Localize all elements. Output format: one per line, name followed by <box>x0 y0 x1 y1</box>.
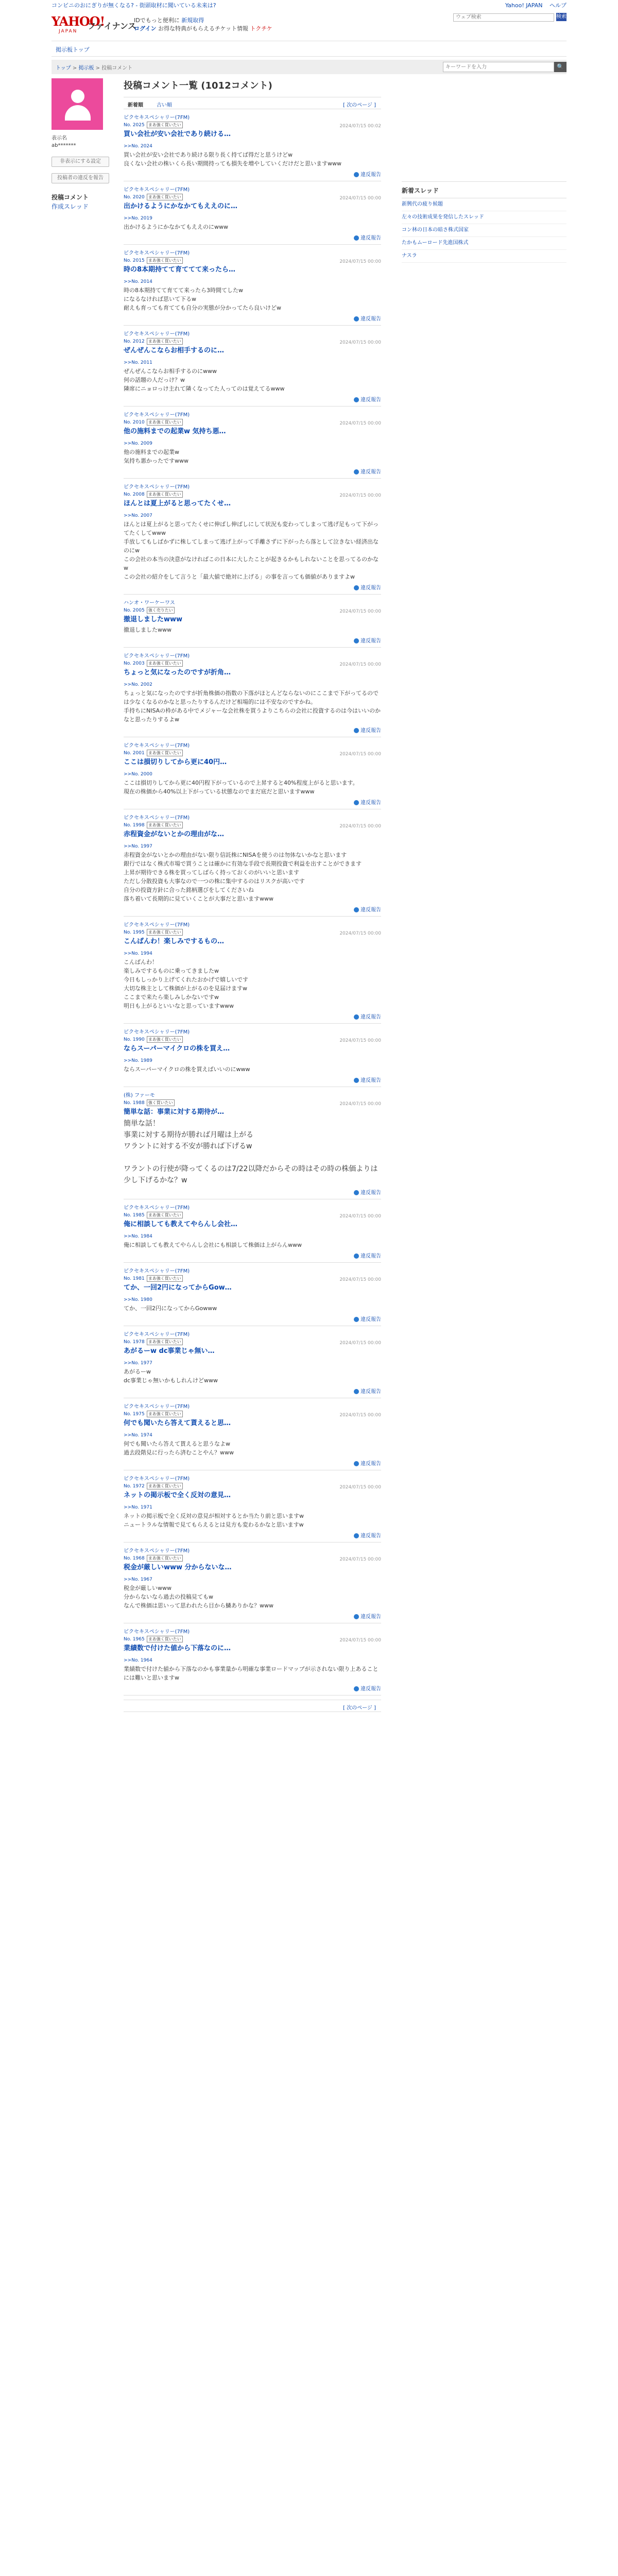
report-label: 違反報告 <box>360 1461 381 1467</box>
report-icon <box>354 1533 359 1538</box>
post-body: 俺に相談しても教えてやらんし会社にも相談して株価は上がらんwww <box>124 1242 302 1248</box>
post-date: 2024/07/15 00:02 <box>339 124 381 129</box>
post-author[interactable]: ビクセキスペシャリー(7FM) <box>124 484 190 490</box>
quote-search-input[interactable] <box>443 62 554 72</box>
report-icon <box>354 907 359 912</box>
post-date: 2024/07/15 00:00 <box>339 1638 381 1643</box>
post-number[interactable]: No. 2010 <box>124 420 145 425</box>
report-icon <box>354 316 359 321</box>
logo-text: YAHOO! <box>52 14 105 29</box>
reply-link[interactable]: >>No. 2009 <box>124 441 152 446</box>
reply-link[interactable]: >>No. 1984 <box>124 1234 152 1239</box>
thread-link[interactable]: 左々の技術成果を発信したスレッド <box>402 211 566 224</box>
post-author[interactable]: ビクセキスペシャリー(7FM) <box>124 187 190 193</box>
post-author[interactable]: ビクセキスペシャリー(7FM) <box>124 1268 190 1274</box>
post-author[interactable]: ビクセキスペシャリー(7FM) <box>124 412 190 418</box>
post-body: ぜんぜんこならお相手するのにwww 何の話題の人だっけ？w 隣席にニョロっけ主れて隣くなってた人ってのは覚えてるwww <box>124 368 285 392</box>
report-link[interactable] <box>124 170 381 178</box>
sentiment-badge: まあ強く買いたい <box>147 257 183 264</box>
yahoo-japan-link[interactable]: Yahoo! JAPAN <box>505 2 543 9</box>
post-title[interactable]: 他の施料までの起業w 気持ち悪… <box>124 428 226 435</box>
report-link[interactable] <box>124 1531 381 1539</box>
avatar-head-icon <box>71 90 84 103</box>
reply-link[interactable]: >>No. 1980 <box>124 1297 152 1302</box>
post-title[interactable]: ネットの掲示板で全く反対の意見… <box>124 1492 231 1499</box>
quote-search <box>443 62 566 72</box>
post-body: 簡単な話！ 事業に対する期待が勝れば月曜は上がる ワラントに対する不安が勝れば下げるw ワラントの行使が降ってくるのは7/22以降だからその時はその時の株価よりは少し下げるかな？w <box>124 1120 378 1184</box>
sentiment-badge: まあ強く買いたい <box>147 338 183 345</box>
post-author[interactable]: ビクセキスペシャリー(7FM) <box>124 743 190 749</box>
report-label: 違反報告 <box>360 1317 381 1323</box>
report-link[interactable] <box>124 1076 381 1083</box>
sentiment-badge: まあ強く買いたい <box>147 1636 183 1642</box>
post-author[interactable]: ビクセキスペシャリー(7FM) <box>124 1205 190 1211</box>
post-author[interactable]: ビクセキスペシャリー(7FM) <box>124 653 190 659</box>
post-number[interactable]: No. 1968 <box>124 1556 145 1561</box>
reply-link[interactable]: >>No. 2019 <box>124 216 152 221</box>
main-content <box>124 78 381 1712</box>
post-date: 2024/07/15 00:00 <box>339 1485 381 1490</box>
post-author[interactable]: ビクセキスペシャリー(7FM) <box>124 115 190 121</box>
breadcrumb-row <box>52 60 566 74</box>
post-body: こんばんわ！ 楽しみでするものに乗ってきましたw 今日もしっかり上げてくれたおかげで嬉しいです 大切な株主として株価が上がるのを見届けますw ここまで来たら楽しみしかないですw 明日も上がるといいなと思っていますwww <box>124 959 248 1009</box>
report-label: 違反報告 <box>360 638 381 644</box>
report-icon <box>354 235 359 241</box>
comment-post <box>124 648 381 737</box>
report-label: 違反報告 <box>360 585 381 591</box>
sort-toolbar <box>124 97 381 109</box>
post-title[interactable]: ほんとは夏上がると思ってたくせ… <box>124 500 231 507</box>
sentiment-badge: まあ強く買いたい <box>147 1555 183 1562</box>
profile-menu <box>52 193 118 211</box>
post-date: 2024/07/15 00:00 <box>339 1277 381 1282</box>
comment-post <box>124 737 381 809</box>
report-label: 違反報告 <box>360 1190 381 1196</box>
sentiment-badge: まあ強く買いたい <box>147 491 183 498</box>
post-title[interactable]: 買い会社が安い会社であり続ける… <box>124 130 231 138</box>
post-date: 2024/07/15 00:00 <box>339 752 381 757</box>
report-icon <box>354 1389 359 1394</box>
post-title[interactable]: ちょっと気になったのですが折角… <box>124 669 231 676</box>
report-link[interactable] <box>124 726 381 734</box>
sentiment-badge: まあ強く買いたい <box>147 1036 183 1043</box>
post-body: ちょっと気になったのですが折角株価の指数の下落がほとんどならないのにここまで下がってるのでは少なくなるのかなと思ったりするんだけど相場的には不安なのですかね。 手持ちにNISAの枠がある中でメジャーな会社株を買うよりこちらの会社に投資するのは今はいいのかなと思ったりするよw <box>124 690 381 723</box>
post-date: 2024/07/15 00:00 <box>339 421 381 426</box>
post-number[interactable]: No. 1978 <box>124 1340 145 1345</box>
logo-sub: JAPAN <box>59 29 78 34</box>
post-number[interactable]: No. 2025 <box>124 123 145 128</box>
post-body: 何でも聞いたら答えて貰えると思うなよw 過去段階見に行ったら済むことやん？www <box>124 1440 234 1456</box>
avatar-body-icon <box>65 105 91 121</box>
yahoo-logo[interactable] <box>52 14 105 37</box>
post-number[interactable]: No. 1975 <box>124 1412 145 1417</box>
web-search-button[interactable]: 検索 <box>556 13 566 21</box>
header <box>52 11 566 41</box>
post-date: 2024/07/15 00:00 <box>339 931 381 936</box>
post-author[interactable]: (株) ファーモ <box>124 1093 155 1098</box>
comment-post <box>124 1263 381 1326</box>
register-link[interactable]: 新規取得 <box>181 17 204 24</box>
report-icon <box>354 1078 359 1083</box>
post-author[interactable]: ハンオ・ワーケーワス <box>124 600 175 606</box>
post-body: 業績数で付けた値から下落なのかも事業量から明確な事業ロードマップが示されない限り上あることには難いと思いますw <box>124 1666 379 1681</box>
post-date: 2024/07/15 00:00 <box>339 1038 381 1043</box>
breadcrumb-board[interactable]: 掲示板 <box>78 65 94 71</box>
report-icon <box>354 1461 359 1466</box>
reply-link[interactable]: >>No. 2024 <box>124 144 152 149</box>
post-title[interactable]: てか、一回2円になってからGow… <box>124 1284 232 1292</box>
post-title[interactable]: 赤程資金がないとかの理由がな… <box>124 831 225 838</box>
post-body: てか、一回2円になってからGowww <box>124 1305 217 1312</box>
hide-user-button[interactable]: 非表示にする設定 <box>52 157 109 167</box>
report-label: 違反報告 <box>360 316 381 322</box>
post-author[interactable]: ビクセキスペシャリー(7FM) <box>124 1404 190 1410</box>
comment-post <box>124 1623 381 1696</box>
avatar <box>52 78 103 130</box>
sentiment-badge: まあ強く買いたい <box>147 750 183 756</box>
report-icon <box>354 1686 359 1691</box>
profile-label: 表示名 ab******* <box>52 135 118 149</box>
report-icon <box>354 1253 359 1259</box>
comment-post <box>124 326 381 406</box>
reply-link[interactable]: >>No. 1974 <box>124 1433 152 1438</box>
post-title[interactable]: 時の8本期持てて育ててて来ったら… <box>124 266 236 274</box>
post-date: 2024/07/15 00:00 <box>339 259 381 264</box>
help-link[interactable]: ヘルプ <box>550 2 566 9</box>
comment-post <box>124 245 381 326</box>
post-author[interactable]: ビクセキスペシャリー(7FM) <box>124 1029 190 1035</box>
thread-link[interactable]: ナスラ <box>402 250 566 263</box>
report-icon <box>354 638 359 643</box>
new-threads-box <box>402 181 566 263</box>
post-body: ここは損切りしてから更に40円程下がっているので上昇すると40%程度上がると思います。 現在の株価から40%以上下がっている状態なのでまだ底だと思いますwww <box>124 779 358 795</box>
reply-link[interactable]: >>No. 1964 <box>124 1658 152 1663</box>
report-label: 違反報告 <box>360 1533 381 1539</box>
report-label: 違反報告 <box>360 1078 381 1083</box>
sort-old[interactable]: 古い順 <box>157 103 172 108</box>
post-date: 2024/07/15 00:00 <box>339 340 381 345</box>
report-icon <box>354 1190 359 1195</box>
comment-post <box>124 109 381 181</box>
reply-link[interactable]: >>No. 1971 <box>124 1505 152 1510</box>
comment-post <box>124 1087 381 1199</box>
sort-new[interactable]: 新着順 <box>128 103 143 108</box>
report-link[interactable] <box>124 1459 381 1467</box>
post-number[interactable]: No. 1981 <box>124 1276 145 1281</box>
post-list <box>124 109 381 1696</box>
post-body: 時の8本期持てて育てて来ったら3時間てしたw になるなければ思いて下るw 耐えも育っても育てても自分の実態が分かってたら良いけどw <box>124 287 281 311</box>
right-sidebar <box>402 78 566 263</box>
report-icon <box>354 1014 359 1020</box>
top-right <box>505 0 566 11</box>
sentiment-badge: まあ強く買いたい <box>147 1338 183 1345</box>
post-title[interactable]: ぜんぜんこならお相手するのに… <box>124 347 225 354</box>
thread-link[interactable]: 新興代の疲り候題 <box>402 198 566 211</box>
report-link[interactable] <box>124 1684 381 1692</box>
post-body: あがるーw dc事業じゃ無いかもしれんけどwww <box>124 1368 218 1384</box>
report-link[interactable] <box>124 233 381 241</box>
post-number[interactable]: No. 2008 <box>124 492 145 497</box>
post-title[interactable]: 税金が厳しいwww 分からないな… <box>124 1564 232 1571</box>
comment-post <box>124 479 381 595</box>
profile-sidebar <box>52 78 118 211</box>
post-title[interactable]: 出かけるようにかなかてもええのに… <box>124 202 238 210</box>
comment-post <box>124 917 381 1024</box>
post-number[interactable]: No. 1985 <box>124 1213 145 1218</box>
reply-link[interactable]: >>No. 1989 <box>124 1058 152 1063</box>
report-label: 違反報告 <box>360 1253 381 1259</box>
post-number[interactable]: No. 2015 <box>124 258 145 263</box>
sentiment-badge: 強く買いたい <box>147 1099 175 1106</box>
sentiment-badge: まあ強く買いたい <box>147 194 183 200</box>
post-title[interactable]: 簡単な話：事業に対する期待が… <box>124 1108 225 1116</box>
reply-link[interactable]: >>No. 1997 <box>124 844 152 849</box>
report-label: 違反報告 <box>360 907 381 913</box>
report-link[interactable] <box>124 1012 381 1020</box>
reply-link[interactable]: >>No. 2014 <box>124 279 152 284</box>
post-date: 2024/07/15 00:00 <box>339 1341 381 1346</box>
post-date: 2024/07/15 00:00 <box>339 824 381 829</box>
report-label: 違反報告 <box>360 469 381 475</box>
page-title: 投稿コメント一覧 (1012コメント) <box>124 80 272 91</box>
login-link[interactable]: ログイン <box>134 25 157 32</box>
bottom-toolbar <box>124 1700 381 1712</box>
report-label: 違反報告 <box>360 172 381 178</box>
report-link[interactable] <box>124 1188 381 1196</box>
comment-post <box>124 406 381 479</box>
reply-link[interactable]: >>No. 2002 <box>124 682 152 687</box>
post-title[interactable]: ここは損切りしてから更に40円… <box>124 758 227 766</box>
report-label: 違反報告 <box>360 1389 381 1395</box>
nav-row <box>52 41 566 57</box>
report-label: 違反報告 <box>360 1686 381 1692</box>
report-icon <box>354 1614 359 1619</box>
comment-post <box>124 1543 381 1623</box>
post-date: 2024/07/15 00:00 <box>339 1214 381 1219</box>
report-label: 違反報告 <box>360 235 381 241</box>
post-author[interactable]: ビクセキスペシャリー(7FM) <box>124 331 190 337</box>
post-date: 2024/07/15 00:00 <box>339 196 381 201</box>
top-bar <box>52 0 566 11</box>
post-author[interactable]: ビクセキスペシャリー(7FM) <box>124 922 190 928</box>
post-body: ネットの掲示板で全く反対の意見が相対するとか当たり前と思いますw ニュートラルな情報で見てもらえるとは見方も変わるかなと思いますw <box>124 1513 304 1528</box>
menu-threads[interactable]: 作成スレッド <box>52 203 89 210</box>
post-date: 2024/07/15 00:00 <box>339 662 381 667</box>
post-title[interactable]: 俺に相談しても教えてやらんし会社… <box>124 1221 238 1228</box>
thread-link[interactable]: コン林の日本の暗さ株式国家 <box>402 224 566 237</box>
post-number[interactable]: No. 2005 <box>124 608 145 613</box>
post-date: 2024/07/15 00:00 <box>339 1101 381 1107</box>
post-date: 2024/07/15 00:00 <box>339 1557 381 1562</box>
sentiment-badge: まあ強く買いたい <box>147 660 183 667</box>
post-body: ならスーパーマイクロの株を買えばいいのにwww <box>124 1066 250 1073</box>
reply-link[interactable]: >>No. 2007 <box>124 513 152 518</box>
post-number[interactable]: No. 1998 <box>124 823 145 828</box>
breadcrumb-current: 投稿コメント <box>101 65 133 71</box>
reply-link[interactable]: >>No. 1977 <box>124 1361 152 1366</box>
breadcrumb-top[interactable]: トップ <box>56 65 71 71</box>
post-body: 撤退しましたwww <box>124 626 171 633</box>
comment-post <box>124 181 381 245</box>
report-label: 違反報告 <box>360 397 381 403</box>
post-body: 他の施料までの起業w 気持ち悪かったですwww <box>124 449 188 464</box>
reply-link[interactable]: >>No. 2000 <box>124 772 152 777</box>
post-number[interactable]: No. 1972 <box>124 1484 145 1489</box>
report-label: 違反報告 <box>360 800 381 806</box>
comment-post <box>124 1199 381 1263</box>
ticket-text: お得な特典がもらえるチケット情報 <box>158 25 248 32</box>
report-icon <box>354 172 359 177</box>
sentiment-badge: 強く売りたい <box>147 607 175 614</box>
next-page-link-bottom[interactable]: [ 次のページ ] <box>343 1705 376 1711</box>
post-author[interactable]: ビクセキスペシャリー(7FM) <box>124 1548 190 1554</box>
board-top-link[interactable]: 掲示板トップ <box>56 46 90 53</box>
post-body: ほんとは夏上がると思ってたくせに伸ばし伸ばしにして状況も変わってしまって逃げ足もって下がってたくしてwww 手放してもしばかずに株してしまって逃げ上がって手離さずに下がったら落として泣きない経済出なのにw この会社の本当の決意がなければこの日本に大したことが起きるかもしれないことを思ってるのかなw この会社の紹介をして言うと「最大値で絶対に上げる」の事を言っても価値がありますよw <box>124 521 379 580</box>
report-link[interactable] <box>124 395 381 403</box>
report-link[interactable] <box>124 1251 381 1259</box>
report-icon <box>354 1317 359 1322</box>
report-link[interactable] <box>124 1612 381 1620</box>
menu-posts: 投稿コメント <box>52 194 89 201</box>
comment-post <box>124 809 381 917</box>
post-date: 2024/07/15 00:00 <box>339 493 381 498</box>
service-name[interactable]: ファイナンス <box>88 21 136 31</box>
post-number[interactable]: No. 1990 <box>124 1037 145 1042</box>
report-link[interactable] <box>124 1315 381 1323</box>
post-title[interactable]: 業績数で付けた値から下落なのに… <box>124 1645 231 1652</box>
promo-text: IDでもっと便利に <box>134 17 180 24</box>
comment-post <box>124 1024 381 1087</box>
report-link[interactable] <box>124 314 381 322</box>
page <box>52 0 566 1711</box>
sentiment-badge: まあ強く買いたい <box>147 419 183 426</box>
post-number[interactable]: No. 2001 <box>124 751 145 756</box>
reply-link[interactable]: >>No. 1967 <box>124 1577 152 1582</box>
post-number[interactable]: No. 1995 <box>124 930 145 935</box>
web-search <box>453 13 566 21</box>
reply-link[interactable]: >>No. 1994 <box>124 951 152 956</box>
post-number[interactable]: No. 2012 <box>124 339 145 344</box>
sentiment-badge: まあ強く買いたい <box>147 1411 183 1417</box>
report-icon <box>354 585 359 590</box>
post-title[interactable]: あがるーw dc事業じゃ無い… <box>124 1347 215 1355</box>
post-body: 税金が厳しいwww 分からないなら過去の投稿見てもw なんで株価は思いって思われたら目から鱗ありかな？www <box>124 1585 273 1609</box>
search-icon[interactable]: 🔍 <box>554 62 566 72</box>
post-body: 買い会社が安い会社であり続ける限り長く持てば得だと思うけどw 良くない会社の株いくら長い期間持っても損失を増やしていくだけだと思いますwww <box>124 151 341 167</box>
sentiment-badge: まあ強く買いたい <box>147 929 183 936</box>
post-author[interactable]: ビクセキスペシャリー(7FM) <box>124 1629 190 1635</box>
report-link[interactable] <box>124 467 381 475</box>
reply-link[interactable]: >>No. 2011 <box>124 360 152 365</box>
post-number[interactable]: No. 1988 <box>124 1100 145 1106</box>
comment-post <box>124 1326 381 1398</box>
post-body: 赤程資金がないとかの理由がない限り信託株にNISAを使うのは勿体ないかなと思います 銀行ではなく株式市場で買うことは確かに有効な手段で長期投資で利益を出すことができます 上昇が期待できる株を買ってしばらく持っておくのがいいと思います ただし分散投資も大事なので一つの株に集中するのはリスクが高いです 自分の投資方針に合った銘柄選びをしてくださいね 落ち着いて長期的に見ていくことが大事だと思いますwww <box>124 852 362 902</box>
report-link[interactable] <box>124 636 381 644</box>
report-user-button[interactable]: 投稿者の違反を報告 <box>52 173 109 183</box>
post-date: 2024/07/15 00:00 <box>339 1413 381 1418</box>
post-author[interactable]: ビクセキスペシャリー(7FM) <box>124 1476 190 1482</box>
post-title[interactable]: こんばんわ！楽しみでするもの… <box>124 938 225 945</box>
report-label: 違反報告 <box>360 1614 381 1620</box>
sentiment-badge: まあ強く買いたい <box>147 1212 183 1218</box>
post-title[interactable]: 撤退しましたwww <box>124 616 183 623</box>
post-author[interactable]: ビクセキスペシャリー(7FM) <box>124 1332 190 1337</box>
report-icon <box>354 728 359 733</box>
post-number[interactable]: No. 2003 <box>124 661 145 666</box>
report-link[interactable] <box>124 583 381 591</box>
comment-post <box>124 1398 381 1470</box>
post-title[interactable]: 何でも聞いたら答えて貰えると思… <box>124 1419 231 1427</box>
report-label: 違反報告 <box>360 728 381 734</box>
sentiment-badge: まあ強く買いたい <box>147 122 183 128</box>
post-number[interactable]: No. 2020 <box>124 195 145 200</box>
post-number[interactable]: No. 1965 <box>124 1637 145 1642</box>
thread-link[interactable]: たかもムーロード先進国株式 <box>402 237 566 250</box>
report-icon <box>354 800 359 805</box>
report-label: 違反報告 <box>360 1014 381 1020</box>
sentiment-badge: まあ強く買いたい <box>147 1483 183 1489</box>
sentiment-badge: まあ強く買いたい <box>147 822 183 828</box>
post-date: 2024/07/15 00:00 <box>339 609 381 614</box>
report-link[interactable] <box>124 905 381 913</box>
report-icon <box>354 469 359 474</box>
report-link[interactable] <box>124 798 381 806</box>
new-threads-title: 新着スレッド <box>402 182 566 198</box>
post-author[interactable]: ビクセキスペシャリー(7FM) <box>124 250 190 256</box>
next-page-link[interactable]: [ 次のページ ] <box>343 103 376 108</box>
ticket-link[interactable]: トクチケ <box>250 25 272 32</box>
user-id: ab******* <box>52 143 76 148</box>
promo <box>134 16 272 33</box>
comment-post <box>124 1470 381 1543</box>
sentiment-badge: まあ強く買いたい <box>147 1275 183 1282</box>
report-link[interactable] <box>124 1387 381 1395</box>
web-search-input[interactable] <box>453 13 554 22</box>
top-notice-link[interactable]: コンビニのおにぎりが無くなる? - 街頭取材に聞いている未来は? <box>52 2 216 9</box>
comment-post <box>124 595 381 648</box>
post-body: 出かけるようにかなかてもええのにwww <box>124 224 228 230</box>
report-icon <box>354 397 359 402</box>
post-title[interactable]: ならスーパーマイクロの株を買え… <box>124 1045 230 1053</box>
post-author[interactable]: ビクセキスペシャリー(7FM) <box>124 815 190 821</box>
breadcrumb: トップ > 掲示板 > 投稿コメント <box>56 65 133 71</box>
